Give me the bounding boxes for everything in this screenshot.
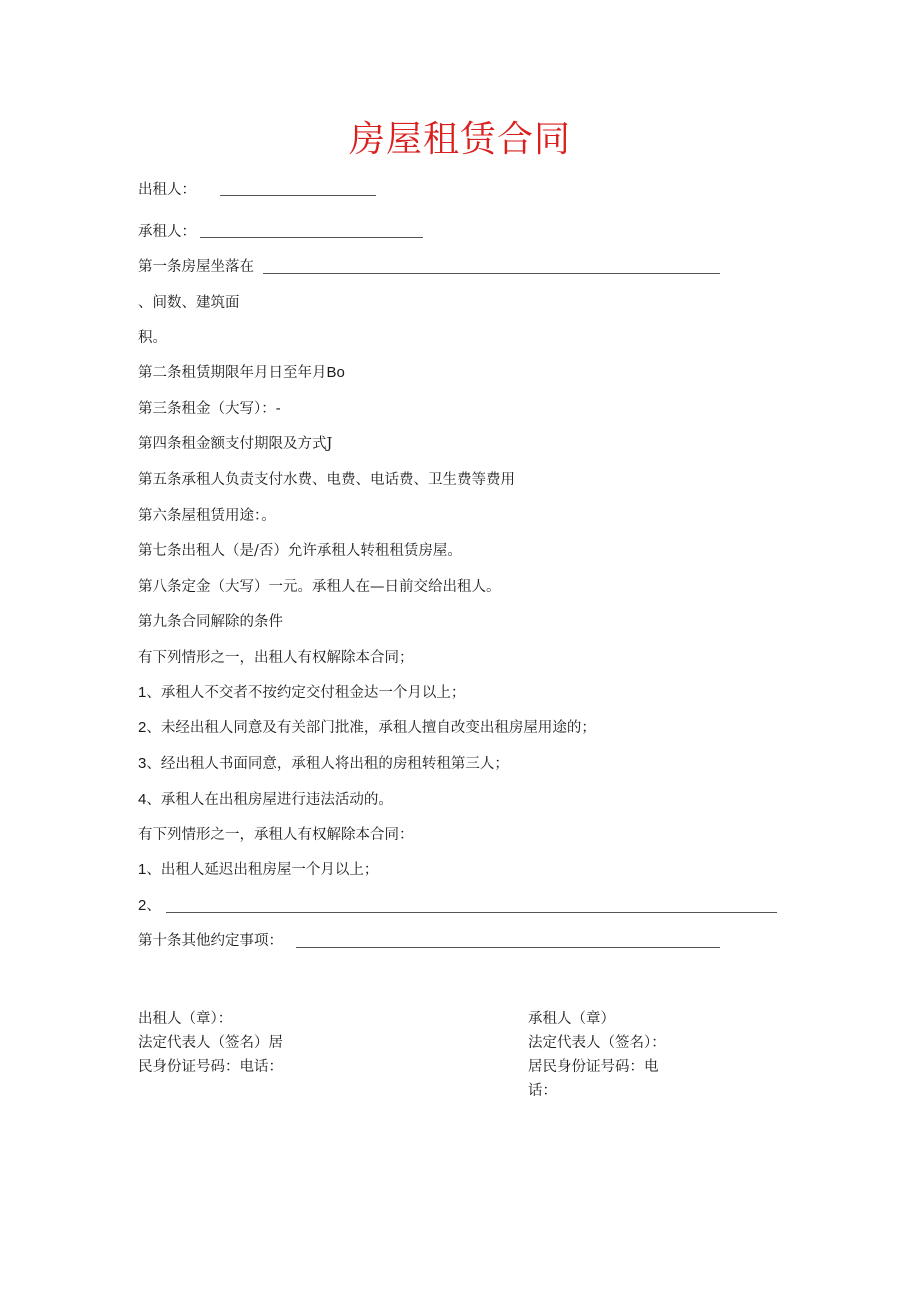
- item-number: 2: [138, 719, 147, 736]
- location-blank: [263, 273, 720, 274]
- item-number: 1: [138, 684, 147, 701]
- lessee-representative-line: 法定代表人（签名）：: [528, 1035, 666, 1051]
- item-text: 、承租人不交者不按约定交付租金达一个月以上；: [146, 685, 466, 701]
- lessor-termination-item: [138, 718, 596, 738]
- lessor-id-phone-line: 民身份证号码：电话：: [138, 1059, 283, 1075]
- lessor-seal-line: 出租人（章）：: [138, 1011, 233, 1027]
- lessee-termination-item: [138, 860, 378, 880]
- article-7-sublease: 第七条出租人（是/否）允许承租人转租租赁房屋。: [138, 543, 462, 559]
- item-number: 1: [138, 861, 147, 878]
- lessor-blank: [220, 195, 376, 196]
- article-2-text: 第二条租赁期限年月日至年月: [138, 365, 327, 381]
- lessor-label: 出租人：: [138, 182, 196, 198]
- article-9-termination: 第九条合同解除的条件: [138, 614, 283, 630]
- lessee-blank: [200, 237, 423, 238]
- article-6-usage: 第六条屋租赁用途：。: [138, 508, 276, 524]
- article-10-other: 第十条其他约定事项：: [138, 933, 283, 949]
- lessee-item-2-blank: [166, 912, 777, 913]
- article-1-rooms: 、间数、建筑面: [138, 295, 240, 311]
- article-5-utilities: 第五条承租人负责支付水费、电费、电话费、卫生费等费用: [138, 472, 515, 488]
- item-number: 3: [138, 755, 147, 772]
- article-1-location: 第一条房屋坐落在: [138, 259, 254, 275]
- lessor-termination-intro: 有下列情形之一，出租人有权解除本合同；: [138, 650, 414, 666]
- article-2-tail: Bo: [326, 364, 345, 381]
- item-text: 、承租人在出租房屋进行违法活动的。: [146, 792, 393, 808]
- lessee-termination-item: [138, 896, 161, 916]
- item-number: 2: [138, 897, 147, 914]
- lessee-id-phone-line: 居民身份证号码：电: [528, 1059, 659, 1075]
- item-number: 4: [138, 791, 147, 808]
- lessor-representative-line: 法定代表人（签名）居: [138, 1035, 283, 1051]
- article-1-area: 积。: [138, 330, 167, 346]
- item-text: 、经出租人书面同意，承租人将出租的房租转租第三人；: [146, 756, 509, 772]
- lessee-signature-block: [528, 1007, 666, 1103]
- lessor-termination-item: [138, 754, 509, 774]
- lessor-termination-item: [138, 790, 393, 810]
- article-4-payment: 第四条租金额支付期限及方式J: [138, 436, 333, 452]
- lessor-signature-block: [138, 1007, 283, 1079]
- contract-title: 房屋租赁合同: [348, 119, 571, 160]
- item-text: 、出租人延迟出租房屋一个月以上；: [146, 862, 379, 878]
- article-8-deposit: 第八条定金（大写）一元。承租人在—日前交给出租人。: [138, 579, 501, 595]
- lessee-label: 承租人：: [138, 224, 196, 240]
- item-text: 、未经出租人同意及有关部门批准，承租人擅自改变出租房屋用途的；: [146, 720, 596, 736]
- lessee-phone-line: 话：: [528, 1083, 557, 1099]
- lessee-termination-intro: 有下列情形之一，承租人有权解除本合同：: [138, 827, 414, 843]
- item-text: 、: [146, 898, 161, 914]
- lessee-seal-line: 承租人（章）: [528, 1011, 615, 1027]
- other-terms-blank: [296, 947, 720, 948]
- lessor-termination-item: [138, 683, 465, 703]
- article-2-term: [138, 363, 345, 383]
- article-3-rent: 第三条租金（大写）：-: [138, 401, 281, 417]
